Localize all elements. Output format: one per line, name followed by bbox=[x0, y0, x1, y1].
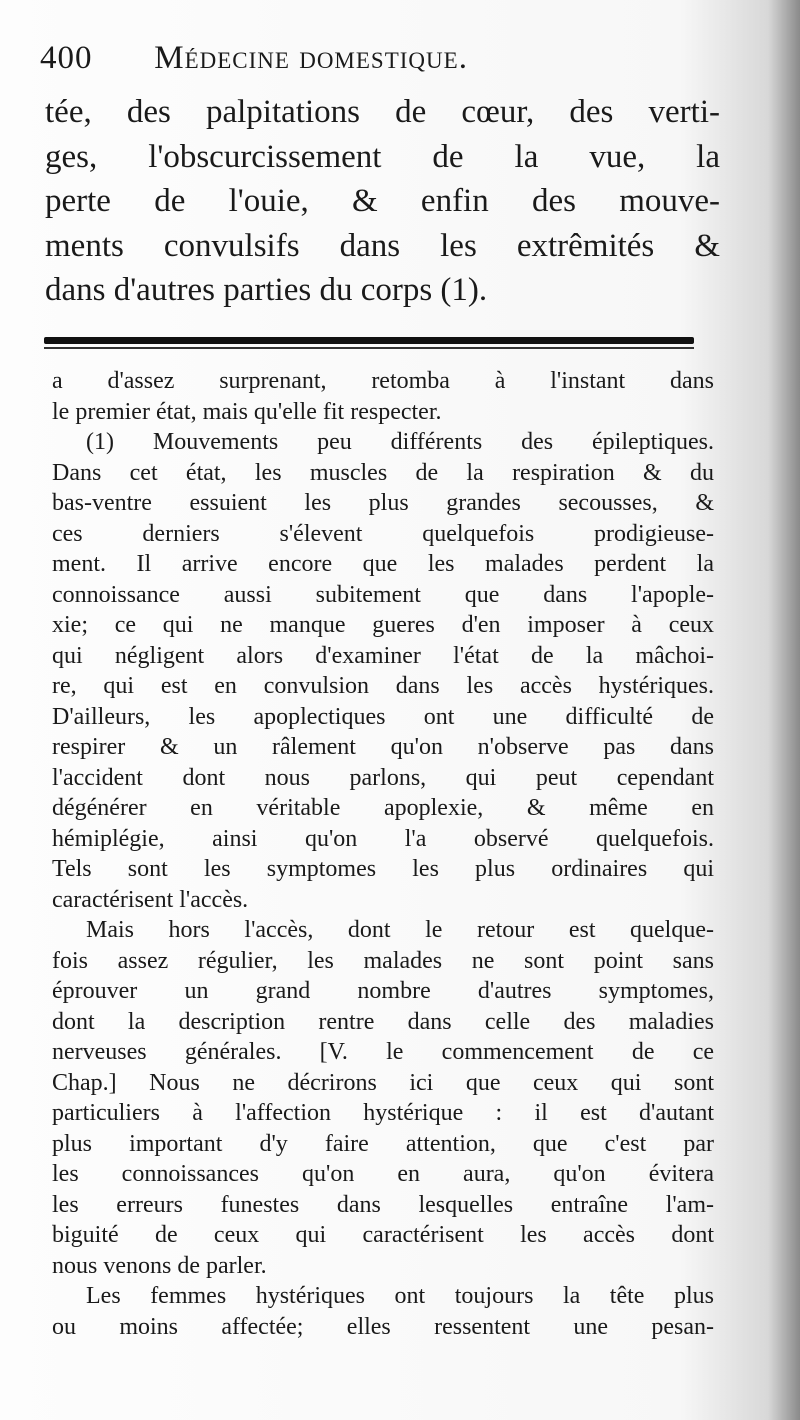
footnote-line: bas-ventre essuient les plus grandes secousses, & bbox=[52, 490, 714, 516]
footnote-line: particuliers à l'affection hystérique : il est d'autant bbox=[52, 1100, 714, 1126]
footnote-line: ou moins affectée; elles ressentent une pesan- bbox=[52, 1313, 714, 1340]
footnote-line: Mais hors l'accès, dont le retour est quelque- bbox=[86, 917, 714, 943]
footnote-line: nerveuses générales. [V. le commencement de ce bbox=[52, 1039, 714, 1065]
footnote-line: Tels sont les symptomes les plus ordinaires qui bbox=[52, 856, 714, 882]
footnote-line: re, qui est en convulsion dans les accès hystériques. bbox=[52, 673, 714, 699]
footnote-separator-thin-rule bbox=[44, 347, 694, 349]
main-text-line: dans d'autres parties du corps (1). bbox=[45, 272, 488, 308]
footnote-line: hémiplégie, ainsi qu'on l'a observé quelquefois. bbox=[52, 825, 714, 852]
page-number: 400 bbox=[40, 40, 93, 76]
main-text bbox=[45, 90, 720, 313]
footnote-line: dont la description rentre dans celle des maladies bbox=[52, 1008, 714, 1035]
footnote-line: ment. Il arrive encore que les malades perdent la bbox=[52, 551, 714, 577]
footnote-line: xie; ce qui ne manque gueres d'en imposer à ceux bbox=[52, 612, 714, 638]
footnote-line: l'accident dont nous parlons, qui peut cependant bbox=[52, 764, 714, 791]
main-text-line: ments convulsifs dans les extrêmités & bbox=[45, 227, 720, 264]
footnote-line: caractérisent l'accès. bbox=[52, 886, 249, 913]
footnote-separator-rule bbox=[44, 337, 694, 344]
footnote-line: respirer & un râlement qu'on n'observe pas dans bbox=[52, 734, 714, 760]
footnote-line: connoissance aussi subitement que dans l'apople- bbox=[52, 581, 714, 608]
main-text-line: tée, des palpitations de cœur, des verti- bbox=[45, 94, 720, 130]
running-header bbox=[40, 40, 600, 90]
footnote-line: fois assez régulier, les malades ne sont point sans bbox=[52, 947, 714, 974]
footnote-line: les erreurs funestes dans lesquelles entraîne l'am- bbox=[52, 1191, 714, 1218]
footnote-line: dégénérer en véritable apoplexie, & même en bbox=[52, 795, 714, 821]
footnote-line: Dans cet état, les muscles de la respiration & du bbox=[52, 459, 714, 486]
footnote-line: Chap.] Nous ne décrirons ici que ceux qui sont bbox=[52, 1069, 714, 1096]
footnote-line: éprouver un grand nombre d'autres symptomes, bbox=[52, 978, 714, 1004]
main-text-line: ges, l'obscurcissement de la vue, la bbox=[45, 138, 720, 175]
footnote-line: (1) Mouvements peu différents des épileptiques. bbox=[86, 429, 714, 455]
running-title: Médecine domestique. bbox=[154, 40, 468, 76]
footnote-line: a d'assez surprenant, retomba à l'instant dans bbox=[52, 368, 714, 394]
footnote-line: le premier état, mais qu'elle fit respecter. bbox=[52, 398, 442, 425]
footnote-line: ces derniers s'élevent quelquefois prodigieuse- bbox=[52, 520, 714, 547]
footnote-line: Les femmes hystériques ont toujours la tête plus bbox=[86, 1283, 714, 1309]
main-text-line: perte de l'ouie, & enfin des mouve- bbox=[45, 183, 720, 219]
footnote-line: plus important d'y faire attention, que c'est par bbox=[52, 1130, 714, 1157]
footnote-line: biguité de ceux qui caractérisent les accès dont bbox=[52, 1222, 714, 1248]
footnote-line: les connoissances qu'on en aura, qu'on évitera bbox=[52, 1161, 714, 1187]
footnote-line: qui négligent alors d'examiner l'état de la mâchoi- bbox=[52, 642, 714, 669]
footnote-line: D'ailleurs, les apoplectiques ont une difficulté de bbox=[52, 703, 714, 730]
footnote-line: nous venons de parler. bbox=[52, 1252, 267, 1279]
footnote-text bbox=[52, 366, 714, 1342]
